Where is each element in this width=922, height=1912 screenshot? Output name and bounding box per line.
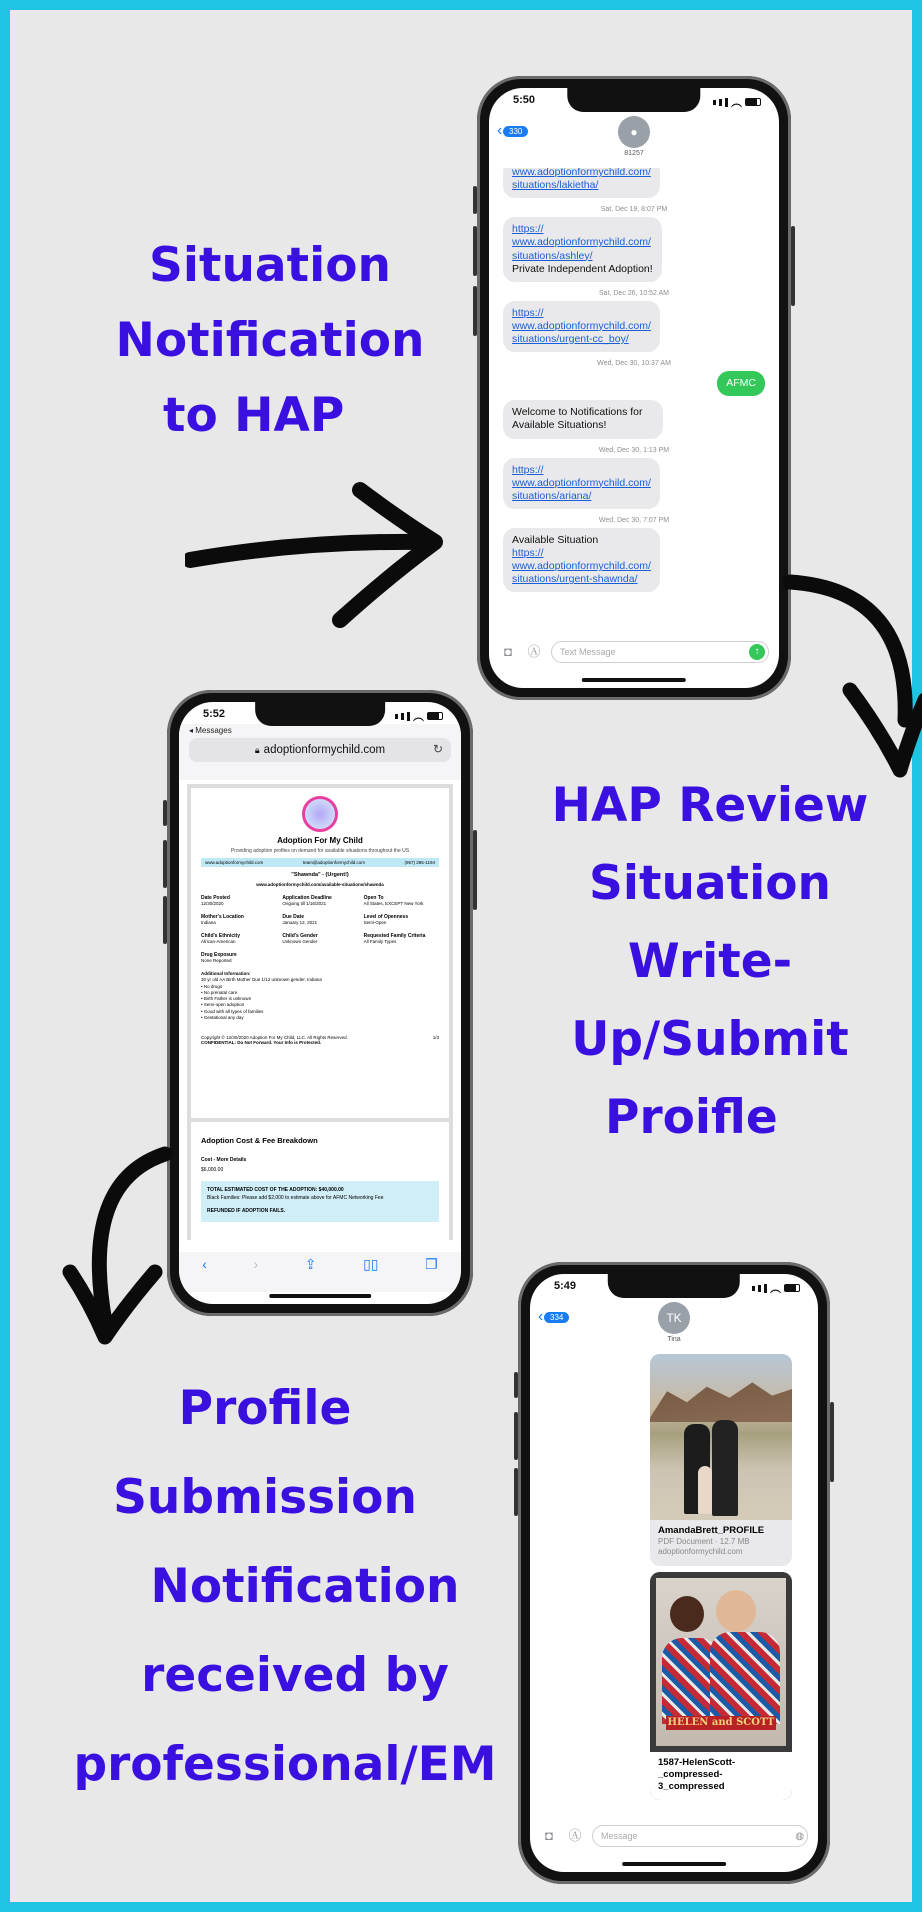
label-line: Notification <box>115 313 425 368</box>
attachment-caption <box>650 1520 792 1562</box>
forward-icon[interactable]: › <box>253 1256 259 1272</box>
conversation-header <box>530 1298 818 1348</box>
contact-phone: (957) 285-1194 <box>404 860 435 865</box>
additional-info-line: • Semi-open adoption <box>201 1002 245 1008</box>
curved-arrow-down-icon <box>780 570 922 790</box>
copyright-text: Copyright © 12/30/2020 Adoption For My Child, LLC. All Rights Reserved. <box>201 1035 348 1041</box>
additional-info-line: • Good with all types of families <box>201 1008 264 1014</box>
situation-fields <box>201 895 439 963</box>
contact-email: team@adoptionformychild.com <box>302 860 365 865</box>
field-value: African-American <box>201 939 236 944</box>
file-meta: PDF Document · 12.7 MB <box>658 1536 750 1546</box>
field-cell <box>364 914 439 925</box>
message-placeholder: Text Message <box>560 647 616 657</box>
label-line: received by <box>141 1648 449 1703</box>
battery-icon <box>427 712 443 720</box>
document-title: Adoption For My Child <box>277 836 363 845</box>
arrow-right-icon <box>185 480 445 630</box>
safari-bottom-bar <box>179 1252 461 1292</box>
message-link[interactable]: https:// <box>512 306 544 319</box>
total-cost-box <box>201 1181 439 1222</box>
back-count-badge[interactable]: 334 <box>544 1312 569 1323</box>
phone1-screen <box>489 88 779 688</box>
field-key: Due Date <box>282 914 305 920</box>
field-value: None Reported <box>201 958 232 963</box>
battery-icon <box>784 1284 800 1292</box>
additional-info-title: Additional Information: <box>201 971 251 976</box>
message-timestamp: Wed, Dec 30, 1:13 PM <box>598 446 670 454</box>
field-value: Semi-Open <box>363 920 387 925</box>
contact-website: www.adoptionformychild.com <box>205 860 264 865</box>
file-name: AmandaBrett_PROFILE <box>658 1525 765 1536</box>
back-chevron-icon[interactable]: ‹ <box>538 1308 544 1325</box>
back-chevron-icon[interactable]: ‹ <box>497 122 503 139</box>
message-link[interactable]: www.adoptionformychild.com/ <box>512 236 651 249</box>
confidential-text: CONFIDENTIAL: Do Not Forward. Your Info is Protected. <box>201 1040 322 1046</box>
document-page-1 <box>191 788 449 1118</box>
send-icon[interactable]: ↑ <box>749 644 765 660</box>
field-value: 12/30/2020 <box>201 901 224 906</box>
message-link[interactable]: situations/urgent-cc_boy/ <box>512 333 629 345</box>
message-link[interactable]: www.adoptionformychild.com/ <box>512 168 651 178</box>
sent-message-bubble[interactable] <box>717 371 765 396</box>
avatar[interactable]: TK <box>658 1302 690 1334</box>
received-message-bubble[interactable] <box>503 400 663 438</box>
message-link[interactable]: https:// <box>512 547 544 559</box>
field-cell <box>201 895 276 906</box>
field-cell <box>282 914 357 925</box>
infographic-canvas <box>10 10 912 1902</box>
file-site: adoptionformychild.com <box>658 1546 743 1556</box>
message-timestamp: Sat, Dec 26, 10:52 AM <box>598 289 670 297</box>
label-line: Situation <box>589 856 831 911</box>
total-note: Black Families: Please add $2,000 to estimate above for AFMC Networking Fee <box>207 1194 384 1201</box>
wifi-icon: ︵ <box>731 97 742 109</box>
additional-info-line: 30 yr old AA Birth Mother Due 1/12 unknown gender, Indiana <box>201 977 322 983</box>
cost-label: Cost - More Details <box>201 1157 247 1163</box>
received-message-bubble[interactable] <box>503 217 662 282</box>
message-link[interactable]: https:// <box>512 223 544 236</box>
safari-toolbar <box>179 724 461 780</box>
status-bar <box>554 1280 800 1296</box>
received-message-bubble[interactable] <box>503 301 660 352</box>
field-value: Indiana <box>201 920 216 925</box>
label-hap-review <box>530 778 890 1145</box>
share-icon[interactable]: ⇪ <box>304 1256 317 1272</box>
label-line: Proifle <box>605 1090 778 1145</box>
contact-name: 81257 <box>624 150 644 157</box>
status-bar <box>513 94 761 110</box>
message-link[interactable]: situations/ashley/ <box>512 249 593 262</box>
contact-strip <box>201 858 439 867</box>
message-timestamp: Sat, Dec 19, 8:07 PM <box>600 206 668 214</box>
logo <box>302 796 338 832</box>
situation-link: www.adoptionformychild.com/available-situations/shawnda <box>256 882 384 887</box>
audio-icon[interactable]: ◍ <box>795 1830 804 1842</box>
label-line: Notification <box>150 1559 460 1614</box>
reload-icon[interactable]: ↻ <box>432 742 443 756</box>
wifi-icon: ︵ <box>413 711 424 723</box>
app-store-icon[interactable]: Ⓐ <box>527 644 541 659</box>
field-value: January 12, 2021 <box>282 920 318 925</box>
back-count-badge[interactable]: 330 <box>503 126 528 137</box>
message-timestamp: Wed, Dec 30, 7:07 PM <box>598 516 670 524</box>
address-bar[interactable] <box>189 738 451 762</box>
field-key: Mother's Location <box>201 914 244 920</box>
curved-arrow-down-left-icon <box>60 1142 190 1352</box>
photo-ribbon-text: HELEN and SCOTT <box>667 1717 775 1728</box>
avatar[interactable]: ● <box>618 116 650 148</box>
message-link[interactable]: www.adoptionformychild.com/ <box>512 476 651 489</box>
camera-icon[interactable]: ◘ <box>545 1828 553 1843</box>
refund-note: REFUNDED IF ADOPTION FAILS. <box>207 1208 286 1214</box>
phone2-screen <box>179 702 461 1304</box>
document-footer <box>201 1035 439 1045</box>
total-cost: TOTAL ESTIMATED COST OF THE ADOPTION: $40,000.00 <box>207 1187 344 1193</box>
message-thread[interactable] <box>489 168 779 636</box>
field-cell <box>282 895 357 906</box>
message-link[interactable]: situations/urgent-shawnda/ <box>512 573 638 586</box>
label-line: Up/Submit <box>571 1012 849 1067</box>
field-key: Child's Ethnicity <box>201 933 240 939</box>
file-name: 1587-HelenScott-_compressed-3_compressed <box>658 1757 736 1792</box>
message-link[interactable]: situations/ariana/ <box>512 489 592 502</box>
url-text: adoptionformychild.com <box>263 744 386 756</box>
wifi-icon: ︵ <box>770 1283 781 1295</box>
message-text: Private Independent Adoption! <box>512 262 653 275</box>
additional-info-line: • No prenatal care <box>201 989 238 995</box>
field-key: Open To <box>363 895 384 901</box>
field-cell <box>201 952 276 963</box>
document-subtitle: Providing adoption profiles on demand for available situations throughout the US <box>230 848 410 854</box>
field-cell <box>364 933 439 944</box>
field-value: Ongoing till 1/16/2021 <box>282 901 327 906</box>
couple-photo <box>650 1354 792 1520</box>
message-text: Welcome to Notifications for Available Situations! <box>512 406 643 432</box>
phone3-screen <box>530 1274 818 1872</box>
message-text: AFMC <box>726 377 756 390</box>
field-cell <box>201 933 276 944</box>
attachment-amandabrett[interactable] <box>650 1354 792 1566</box>
field-value: All States, EXCEPT New York <box>363 901 424 906</box>
situation-name: "Shawnda" - (Urgent!) <box>291 872 349 878</box>
message-input[interactable] <box>551 641 769 663</box>
label-line: Situation <box>149 238 391 293</box>
field-value: All Family Types <box>363 939 397 944</box>
message-link[interactable]: https:// <box>512 463 544 476</box>
label-line: HAP Review <box>551 778 869 833</box>
cost-title: Adoption Cost & Fee Breakdown <box>201 1136 318 1145</box>
couple-photo <box>650 1572 792 1752</box>
attachment-helenscott[interactable] <box>650 1572 792 1800</box>
label-line: Profile <box>178 1381 352 1436</box>
field-cell <box>364 895 439 906</box>
attachment-caption <box>650 1752 792 1800</box>
input-bar <box>540 1824 808 1848</box>
additional-info-line: • No drugs <box>201 983 223 989</box>
status-bar <box>203 708 443 724</box>
field-cell <box>201 914 276 925</box>
field-key: Application Deadline <box>282 895 332 901</box>
bookmarks-icon[interactable]: ▯▯ <box>363 1256 379 1272</box>
message-input[interactable] <box>592 1825 808 1847</box>
message-link[interactable]: www.adoptionformychild.com/ <box>512 560 651 573</box>
phone-messages-profiles <box>518 1262 830 1884</box>
input-bar <box>499 640 769 664</box>
field-value: Unknown Gender <box>282 939 318 944</box>
status-time: 5:49 <box>554 1280 577 1292</box>
label-situation-notification <box>115 238 425 443</box>
pdf-document[interactable] <box>187 784 453 1240</box>
field-cell <box>282 933 357 944</box>
label-profile-submission <box>70 1381 500 1792</box>
status-time: 5:50 <box>513 94 536 106</box>
additional-info-line: • Birth Father is unknown <box>201 996 252 1002</box>
page-number: 1/3 <box>432 1035 439 1041</box>
cost-value: $6,000.00 <box>201 1167 224 1173</box>
tabs-icon[interactable]: ❐ <box>425 1256 438 1272</box>
received-message-bubble[interactable] <box>503 458 660 509</box>
message-link[interactable]: situations/lakietha/ <box>512 179 599 192</box>
field-key: Child's Gender <box>282 933 318 939</box>
label-line: professional/EM <box>73 1737 497 1792</box>
label-line: Write- <box>627 934 793 989</box>
phone-safari-writeup <box>167 690 473 1316</box>
field-key: Level of Openness <box>363 914 409 920</box>
back-icon[interactable]: ‹ <box>202 1256 207 1272</box>
battery-icon <box>745 98 761 106</box>
field-key: Date Posted <box>201 895 230 901</box>
camera-icon[interactable]: ◘ <box>504 644 512 659</box>
received-message-bubble[interactable] <box>503 528 660 593</box>
app-store-icon[interactable]: Ⓐ <box>568 1828 582 1843</box>
back-to-messages-link[interactable]: ◂ Messages <box>189 726 232 735</box>
status-time: 5:52 <box>203 708 226 720</box>
phone-messages-situations <box>477 76 791 700</box>
message-timestamp: Wed, Dec 30, 10:37 AM <box>597 360 671 368</box>
label-line: to HAP <box>163 388 345 443</box>
additional-info-line: • Gestational any day <box>201 1015 244 1021</box>
message-link[interactable]: www.adoptionformychild.com/ <box>512 319 651 332</box>
contact-name: Tina <box>667 1336 681 1343</box>
message-placeholder: Message <box>601 1831 638 1841</box>
received-message-bubble[interactable] <box>503 168 660 198</box>
message-text: Available Situation <box>512 533 599 546</box>
field-key: Requested Family Criteria <box>363 933 426 939</box>
document-page-2 <box>191 1122 449 1240</box>
label-line: Submission <box>113 1470 417 1525</box>
additional-info <box>201 971 439 1021</box>
field-key: Drug Exposure <box>201 952 237 958</box>
conversation-header <box>489 112 779 162</box>
lock-icon: 🔒︎ <box>254 744 260 755</box>
